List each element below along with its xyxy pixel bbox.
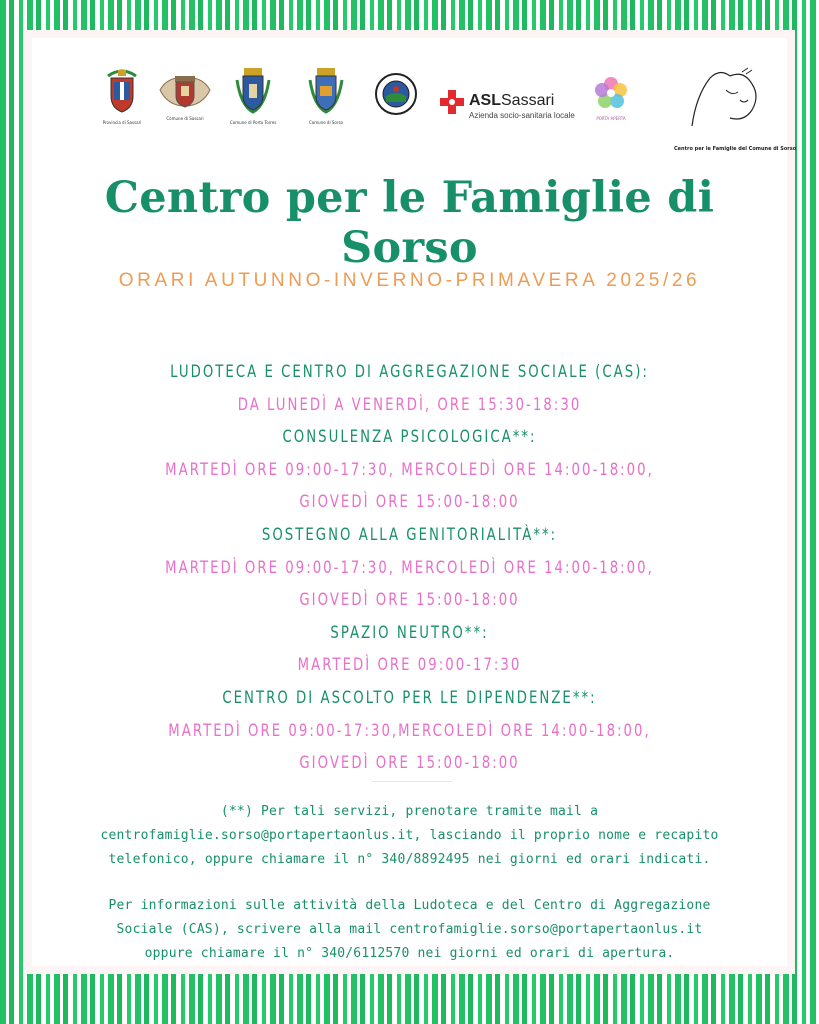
logo-bar xyxy=(92,66,797,156)
schedule-heading-consulenza: CONSULENZA PSICOLOGICA**: xyxy=(282,427,537,448)
porta-aperta-logo xyxy=(594,76,628,121)
sassari-caption: Comune di Sassari xyxy=(166,116,204,121)
asl-name xyxy=(469,92,554,109)
schedule-hours-ludoteca: DA LUNEDÌ A VENERDÌ, ORE 15:30-18:30 xyxy=(237,394,582,415)
porto-torres-crest-icon xyxy=(233,66,273,114)
schedule-hours-ascolto-1: MARTEDÌ ORE 09:00-17:30,MERCOLEDÌ ORE 14:00-18:00, xyxy=(168,720,651,741)
schedule-hours-consulenza-1: MARTEDÌ ORE 09:00-17:30, MERCOLEDÌ ORE 14:00-18:00, xyxy=(165,459,654,480)
asl-name-light: Sassari xyxy=(501,92,555,109)
booking-note-line-2: centrofamiglie.sorso@portapertaonlus.it, lasciando il proprio nome e recapito xyxy=(100,828,719,843)
page-title: Centro per le Famiglie di Sorso xyxy=(104,173,715,273)
page-subtitle: ORARI AUTUNNO-INVERNO-PRIMAVERA 2025/26 xyxy=(118,270,701,291)
info-note xyxy=(32,894,787,966)
schedule-hours-sostegno-1: MARTEDÌ ORE 09:00-17:30, MERCOLEDÌ ORE 14:00-18:00, xyxy=(165,557,654,578)
provincia-crest-icon xyxy=(102,66,142,114)
porta-aperta-caption: PORTA APERTA xyxy=(596,116,626,121)
sorso-crest-icon xyxy=(306,66,346,114)
asl-cross-icon xyxy=(438,88,466,116)
booking-note-line-1: (**) Per tali servizi, prenotare tramite mail a xyxy=(220,804,599,819)
info-note-line-1: Per informazioni sulle attività della Ludoteca e del Centro di Aggregazione xyxy=(108,898,711,913)
centro-famiglie-logo xyxy=(674,66,797,156)
schedule-hours-ascolto-2: GIOVEDÌ ORE 15:00-18:00 xyxy=(299,753,520,774)
stintino-logo xyxy=(374,72,418,120)
sorso-logo xyxy=(306,66,346,125)
schedule-heading-spazio-neutro: SPAZIO NEUTRO**: xyxy=(330,622,489,643)
provincia-caption: Provincia di Sassari xyxy=(102,120,142,125)
info-note-line-3: oppure chiamare il n° 340/6112570 nei giorni ed orari di apertura. xyxy=(144,946,675,961)
schedule-list xyxy=(32,356,787,780)
porto-torres-caption: Comune di Porto Torres xyxy=(230,120,277,125)
provincia-logo xyxy=(102,66,142,125)
asl-logo xyxy=(438,82,578,120)
sorso-caption: Comune di Sorso xyxy=(308,120,344,125)
asl-subtitle: Azienda socio-sanitaria locale xyxy=(469,111,575,120)
poster-frame xyxy=(24,30,795,974)
schedule-heading-ludoteca: LUDOTECA E CENTRO DI AGGREGAZIONE SOCIALE (CAS): xyxy=(170,362,649,382)
sassari-crest-icon xyxy=(158,72,212,110)
asl-name-bold: ASL xyxy=(469,92,501,109)
schedule-hours-consulenza-2: GIOVEDÌ ORE 15:00-18:00 xyxy=(299,492,520,513)
poster-card xyxy=(32,38,797,966)
family-line-art-icon xyxy=(686,66,766,136)
centro-famiglie-caption: Centro per le Famiglie del Comune di Sorso xyxy=(674,146,797,152)
porta-aperta-flower-icon xyxy=(594,76,628,110)
schedule-hours-sostegno-2: GIOVEDÌ ORE 15:00-18:00 xyxy=(299,590,520,611)
info-note-line-2: Sociale (CAS), scrivere alla mail centrofamiglie.sorso@portapertaonlus.it xyxy=(116,922,703,937)
sassari-logo xyxy=(158,72,212,121)
booking-note xyxy=(32,800,787,872)
porto-torres-logo xyxy=(230,66,276,125)
schedule-hours-spazio-neutro: MARTEDÌ ORE 09:00-17:30 xyxy=(297,655,522,676)
booking-note-line-3: telefonico, oppure chiamare il n° 340/8892495 nei giorni ed orari indicati. xyxy=(108,852,711,867)
divider xyxy=(372,781,452,782)
schedule-heading-ascolto: CENTRO DI ASCOLTO PER LE DIPENDENZE**: xyxy=(222,687,597,708)
schedule-heading-sostegno: SOSTEGNO ALLA GENITORIALITÀ**: xyxy=(261,524,558,545)
stintino-seal-icon xyxy=(374,72,418,116)
